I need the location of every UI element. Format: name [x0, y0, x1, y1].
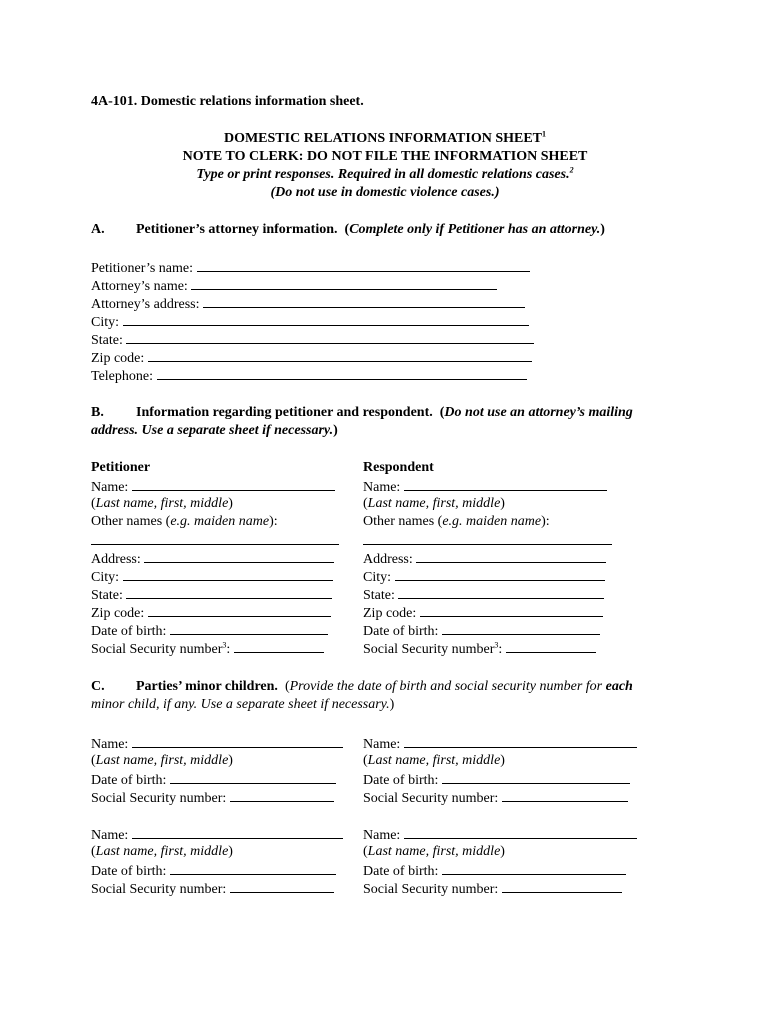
petitioner-column [91, 459, 339, 657]
section-a-title: Petitioner’s attorney information. [136, 222, 338, 237]
petitioner-state-input[interactable] [126, 585, 332, 599]
child-name-hint [91, 843, 343, 861]
field-label: Name: [363, 737, 401, 752]
child-3-block [91, 825, 343, 897]
field-label: Date of birth: [363, 864, 439, 879]
section-c-note-open: ( [284, 679, 290, 694]
child-dob-row [363, 861, 637, 879]
child-name-hint [363, 752, 637, 770]
child-ssn-row [363, 788, 637, 806]
section-c-note-line2: minor child, if any. Use a separate sheet if necessary. [91, 697, 390, 712]
petitioner-zip-row [91, 603, 339, 621]
field-label: Social Security number [91, 642, 223, 657]
hint-close: ) [228, 496, 233, 511]
section-b-note-open: ( [439, 405, 445, 420]
child-name-row [363, 825, 637, 843]
child-3-name-input[interactable] [132, 825, 343, 839]
section-a-heading [136, 222, 605, 238]
child-4-dob-input[interactable] [442, 861, 626, 875]
hint-text: Last name, first, middle [95, 844, 229, 859]
child-3-dob-input[interactable] [170, 861, 336, 875]
hint-close: ) [500, 753, 505, 768]
child-ssn-row [91, 879, 343, 897]
field-label: Name: [91, 480, 129, 495]
section-b-title: Information regarding petitioner and respondent. [136, 405, 433, 420]
field-label: Name: [91, 737, 129, 752]
section-a-fields [91, 258, 534, 384]
section-b-note-line1: Do not use an attorney’s mailing [444, 405, 633, 420]
attorney-city-row [91, 312, 534, 330]
petitioner-name-row [91, 258, 534, 276]
respondent-zip-input[interactable] [420, 603, 603, 617]
respondent-ssn-row [363, 639, 612, 657]
hint-open: ( [91, 844, 96, 859]
field-label: Name: [91, 828, 129, 843]
child-1-block [91, 734, 343, 806]
hint-open: ( [363, 753, 368, 768]
respondent-city-input[interactable] [395, 567, 605, 581]
instructions [0, 167, 770, 183]
child-4-name-input[interactable] [404, 825, 637, 839]
petitioner-name-input[interactable] [132, 477, 335, 491]
footnote-3: 3 [222, 640, 227, 650]
section-c-note-line1b: each [605, 679, 633, 694]
child-name-row [91, 825, 343, 843]
other-names-prefix: Other names ( [363, 514, 443, 529]
petitioner-name-hint [91, 495, 339, 513]
field-label: State: [363, 588, 395, 603]
respondent-other-names-input[interactable] [363, 531, 612, 545]
attorney-name-field[interactable] [191, 276, 497, 290]
field-label: Date of birth: [91, 773, 167, 788]
section-a-note-open: ( [344, 222, 350, 237]
hint-close: ) [500, 496, 505, 511]
field-label: Zip code: [363, 606, 417, 621]
child-1-dob-input[interactable] [170, 770, 336, 784]
respondent-city-row [363, 567, 612, 585]
field-label: Social Security number: [91, 882, 227, 897]
hint-close: ) [228, 844, 233, 859]
field-label: Date of birth: [363, 624, 439, 639]
petitioner-ssn-row [91, 639, 339, 657]
respondent-other-names-line-row [363, 531, 612, 549]
hint-close: ) [500, 844, 505, 859]
section-b-note-line2-wrap [91, 423, 338, 439]
petitioner-city-row [91, 567, 339, 585]
respondent-heading: Respondent [363, 460, 434, 475]
child-4-block [363, 825, 637, 897]
child-1-name-input[interactable] [132, 734, 343, 748]
child-dob-row [91, 861, 343, 879]
field-label: State: [91, 588, 123, 603]
hint-text: Last name, first, middle [95, 753, 229, 768]
other-names-hint: e.g. maiden name [442, 514, 542, 529]
field-label: City: [363, 570, 392, 585]
instructions-text: Type or print responses. Required in all domestic relations cases. [196, 167, 570, 182]
child-2-name-input[interactable] [404, 734, 637, 748]
respondent-other-names-row [363, 513, 612, 531]
child-3-ssn-input[interactable] [230, 879, 334, 893]
footnote-3: 3 [494, 640, 499, 650]
attorney-zip-row [91, 348, 534, 366]
respondent-name-input[interactable] [404, 477, 607, 491]
attorney-state-row [91, 330, 534, 348]
child-name-hint [91, 752, 343, 770]
other-names-hint: e.g. maiden name [170, 514, 270, 529]
form-title [0, 131, 770, 147]
rule-heading: 4A-101. Domestic relations information sheet. [91, 94, 364, 109]
section-c-title: Parties’ minor children. [136, 679, 278, 694]
field-label: State: [91, 333, 123, 348]
field-label: Zip code: [91, 606, 145, 621]
section-b-note-line2: address. Use a separate sheet if necessary. [91, 423, 334, 438]
petitioner-zip-input[interactable] [148, 603, 331, 617]
respondent-ssn-input[interactable] [506, 639, 596, 653]
respondent-name-row [363, 477, 612, 495]
hint-close: ) [228, 753, 233, 768]
child-dob-row [363, 770, 637, 788]
attorney-state-field[interactable] [126, 330, 534, 344]
field-label: Address: [363, 552, 413, 567]
field-label: Social Security number [363, 642, 495, 657]
other-names-suffix: ): [541, 514, 550, 529]
clerk-note: NOTE TO CLERK: DO NOT FILE THE INFORMATION SHEET [182, 149, 588, 164]
field-label: Petitioner’s name: [91, 261, 193, 276]
section-c-letter: C. [91, 679, 105, 694]
section-c-note-line1a: Provide the date of birth and social security number for [289, 679, 606, 694]
other-names-prefix: Other names ( [91, 514, 171, 529]
petitioner-state-row [91, 585, 339, 603]
section-a-note-close: ) [600, 222, 605, 237]
attorney-address-row [91, 294, 534, 312]
respondent-state-input[interactable] [398, 585, 604, 599]
field-label: Telephone: [91, 369, 153, 384]
field-label: Social Security number: [363, 882, 499, 897]
field-colon: : [226, 642, 231, 657]
petitioner-name-row [91, 477, 339, 495]
field-label: Name: [363, 828, 401, 843]
hint-open: ( [363, 496, 368, 511]
section-c-note-line2-wrap [91, 697, 394, 713]
field-label: City: [91, 570, 120, 585]
child-4-ssn-input[interactable] [502, 879, 622, 893]
section-c-note-close: ) [389, 697, 395, 712]
child-name-row [363, 734, 637, 752]
hint-open: ( [91, 753, 96, 768]
field-label: Social Security number: [363, 791, 499, 806]
respondent-address-row [363, 549, 612, 567]
child-name-hint [363, 843, 637, 861]
field-label: Date of birth: [91, 624, 167, 639]
petitioner-other-names-input[interactable] [91, 531, 339, 545]
respondent-address-input[interactable] [416, 549, 606, 563]
attorney-telephone-row [91, 366, 534, 384]
attorney-address-field[interactable] [203, 294, 525, 308]
field-label: Date of birth: [91, 864, 167, 879]
child-name-row [91, 734, 343, 752]
field-label: Zip code: [91, 351, 145, 366]
petitioner-address-input[interactable] [144, 549, 334, 563]
field-label: Attorney’s name: [91, 279, 188, 294]
footnote-2: 2 [569, 165, 574, 175]
hint-text: Last name, first, middle [95, 496, 229, 511]
petitioner-name-field[interactable] [197, 258, 530, 272]
section-b-letter: B. [91, 405, 104, 420]
field-label: City: [91, 315, 120, 330]
petitioner-city-input[interactable] [123, 567, 333, 581]
section-b-note-close: ) [333, 423, 338, 438]
petitioner-other-names-row [91, 513, 339, 531]
hint-open: ( [363, 844, 368, 859]
child-ssn-row [91, 788, 343, 806]
child-ssn-row [363, 879, 637, 897]
hint-text: Last name, first, middle [367, 496, 501, 511]
dv-note: (Do not use in domestic violence cases.) [270, 185, 500, 200]
attorney-name-row [91, 276, 534, 294]
respondent-zip-row [363, 603, 612, 621]
child-2-block [363, 734, 637, 806]
respondent-dob-input[interactable] [442, 621, 600, 635]
petitioner-address-row [91, 549, 339, 567]
hint-text: Last name, first, middle [367, 753, 501, 768]
respondent-column [363, 459, 612, 657]
petitioner-ssn-input[interactable] [234, 639, 324, 653]
child-dob-row [91, 770, 343, 788]
petitioner-dob-row [91, 621, 339, 639]
attorney-city-field[interactable] [123, 312, 529, 326]
section-a-letter: A. [91, 222, 105, 237]
field-label: Address: [91, 552, 141, 567]
section-c-heading [136, 679, 633, 695]
hint-open: ( [91, 496, 96, 511]
respondent-state-row [363, 585, 612, 603]
child-2-dob-input[interactable] [442, 770, 630, 784]
child-1-ssn-input[interactable] [230, 788, 334, 802]
field-label: Attorney’s address: [91, 297, 200, 312]
attorney-telephone-field[interactable] [157, 366, 527, 380]
petitioner-dob-input[interactable] [170, 621, 328, 635]
field-label: Social Security number: [91, 791, 227, 806]
attorney-zip-field[interactable] [148, 348, 532, 362]
respondent-dob-row [363, 621, 612, 639]
petitioner-heading: Petitioner [91, 460, 151, 475]
field-label: Date of birth: [363, 773, 439, 788]
footnote-1: 1 [542, 129, 547, 139]
respondent-name-hint [363, 495, 612, 513]
section-b-heading [136, 405, 633, 421]
section-a-note: Complete only if Petitioner has an attorney. [349, 222, 601, 237]
field-label: Name: [363, 480, 401, 495]
field-colon: : [498, 642, 503, 657]
petitioner-other-names-line-row [91, 531, 339, 549]
child-2-ssn-input[interactable] [502, 788, 628, 802]
other-names-suffix: ): [269, 514, 278, 529]
hint-text: Last name, first, middle [367, 844, 501, 859]
form-title-text: DOMESTIC RELATIONS INFORMATION SHEET [223, 131, 543, 146]
